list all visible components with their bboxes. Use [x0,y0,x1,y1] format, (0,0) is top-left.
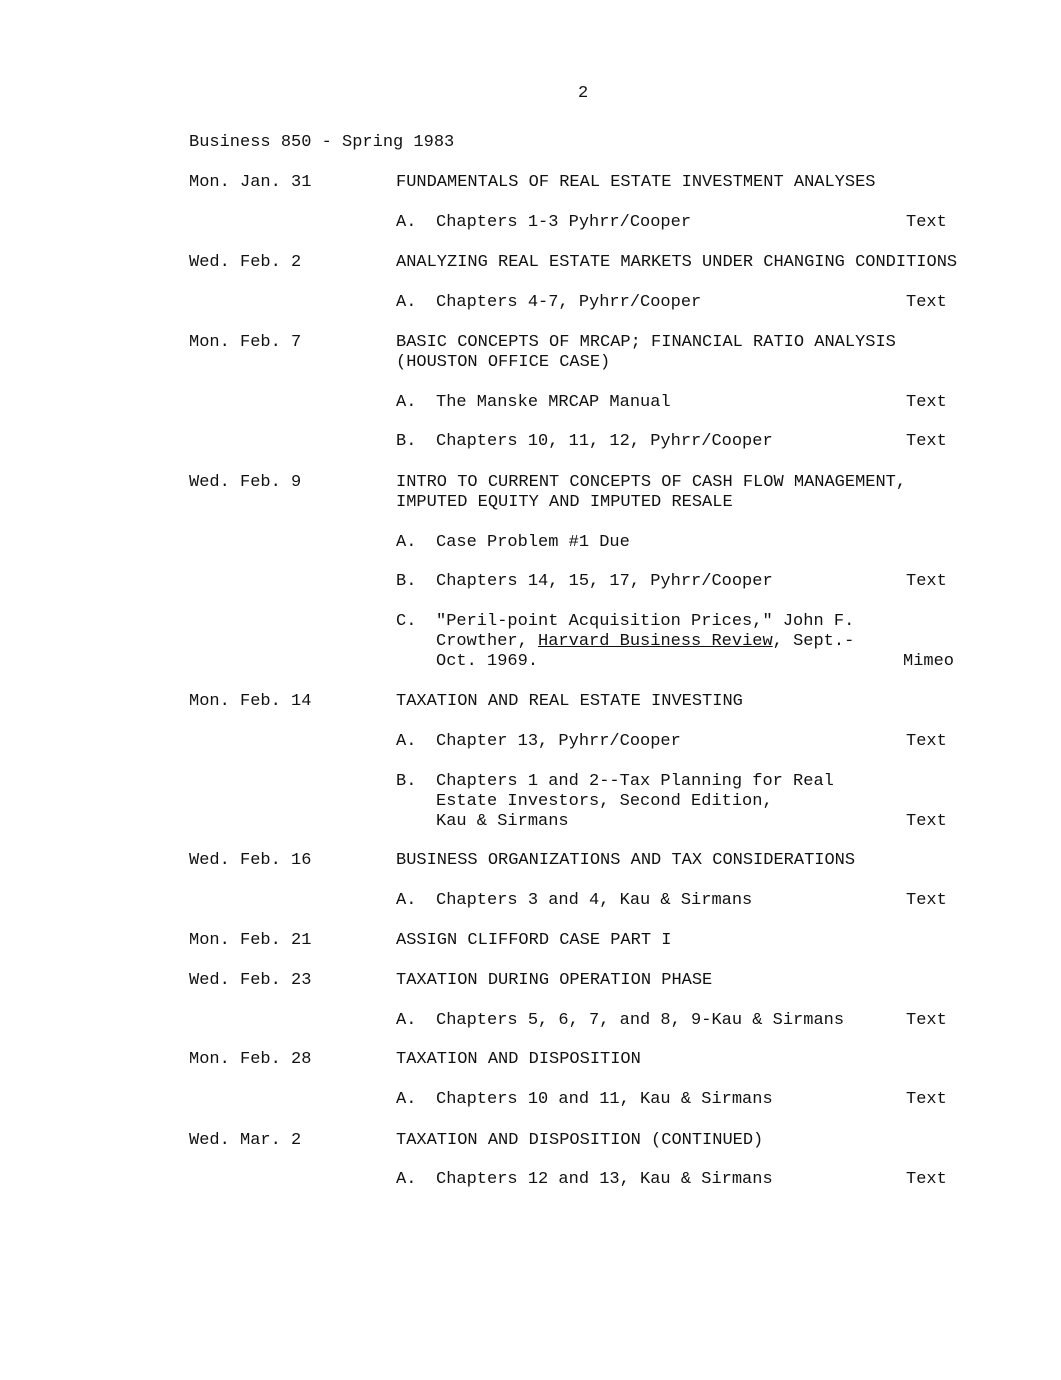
session-topic-cont: (HOUSTON OFFICE CASE) [396,353,611,372]
reading-type: Text [906,393,947,412]
reading-type: Text [906,572,947,591]
session-date: Mon. Jan. 31 [189,173,312,192]
reading-line-citation [436,632,854,652]
reading-line: Chapters 1 and 2--Tax Planning for Real [436,772,834,791]
session-date: Mon. Feb. 21 [189,931,312,950]
session-date: Mon. Feb. 28 [189,1050,312,1069]
reading-letter: A. [396,393,417,412]
reading-type: Text [906,891,947,910]
reading-type: Text [906,432,947,451]
reading-letter: A. [396,293,417,312]
session-topic: TAXATION AND DISPOSITION (CONTINUED) [396,1131,764,1150]
session-topic: INTRO TO CURRENT CONCEPTS OF CASH FLOW MANAGEMENT, [396,473,907,492]
reading-letter: B. [396,572,417,591]
reading-line: Case Problem #1 Due [436,533,630,552]
session-date: Mon. Feb. 7 [189,333,302,352]
reading-type: Mimeo [903,652,955,671]
session-date: Wed. Feb. 16 [189,851,312,870]
course-header: Business 850 - Spring 1983 [189,133,455,152]
reading-line: Oct. 1969. [436,652,539,671]
reading-letter: A. [396,732,417,751]
reading-line: Chapters 1-3 Pyhrr/Cooper [436,213,692,232]
session-topic: ASSIGN CLIFFORD CASE PART I [396,931,672,950]
session-date: Mon. Feb. 14 [189,692,312,711]
journal-date: , Sept.- [772,632,855,651]
reading-line: Kau & Sirmans [436,812,569,831]
session-topic: TAXATION AND DISPOSITION [396,1050,641,1069]
reading-type: Text [906,1011,947,1030]
reading-type: Text [906,1170,947,1189]
reading-line: Chapters 5, 6, 7, and 8, 9-Kau & Sirmans [436,1011,845,1030]
reading-line: Chapters 4-7, Pyhrr/Cooper [436,293,702,312]
session-date: Wed. Feb. 2 [189,253,302,272]
reading-line: Chapters 10, 11, 12, Pyhrr/Cooper [436,432,773,451]
reading-line: The Manske MRCAP Manual [436,393,671,412]
session-topic: TAXATION AND REAL ESTATE INVESTING [396,692,743,711]
page-number: 2 [578,84,589,103]
reading-letter: A. [396,1170,417,1189]
reading-letter: A. [396,533,417,552]
reading-letter: B. [396,432,417,451]
reading-line: "Peril-point Acquisition Prices," John F. [436,612,855,631]
reading-letter: A. [396,213,417,232]
reading-letter: C. [396,612,417,631]
reading-line: Estate Investors, Second Edition, [436,792,773,811]
reading-line: Chapter 13, Pyhrr/Cooper [436,732,681,751]
session-topic: TAXATION DURING OPERATION PHASE [396,971,713,990]
reading-letter: A. [396,891,417,910]
reading-line: Chapters 3 and 4, Kau & Sirmans [436,891,753,910]
journal-title: Harvard Business Review [538,632,773,651]
session-topic: ANALYZING REAL ESTATE MARKETS UNDER CHANGING CONDITIONS [396,253,958,272]
reading-type: Text [906,293,947,312]
reading-letter: A. [396,1011,417,1030]
reading-type: Text [906,213,947,232]
session-topic: FUNDAMENTALS OF REAL ESTATE INVESTMENT ANALYSES [396,173,876,192]
session-topic: BASIC CONCEPTS OF MRCAP; FINANCIAL RATIO ANALYSIS [396,333,896,352]
session-date: Wed. Mar. 2 [189,1131,302,1150]
session-topic-cont: IMPUTED EQUITY AND IMPUTED RESALE [396,493,733,512]
reading-type: Text [906,732,947,751]
reading-type: Text [906,812,947,831]
reading-line: Chapters 14, 15, 17, Pyhrr/Cooper [436,572,773,591]
session-topic: BUSINESS ORGANIZATIONS AND TAX CONSIDERATIONS [396,851,856,870]
reading-line: Chapters 10 and 11, Kau & Sirmans [436,1090,773,1109]
session-date: Wed. Feb. 9 [189,473,302,492]
reading-line: Chapters 12 and 13, Kau & Sirmans [436,1170,773,1189]
author-text: Crowther, [436,632,539,651]
session-date: Wed. Feb. 23 [189,971,312,990]
reading-type: Text [906,1090,947,1109]
reading-letter: B. [396,772,417,791]
reading-letter: A. [396,1090,417,1109]
